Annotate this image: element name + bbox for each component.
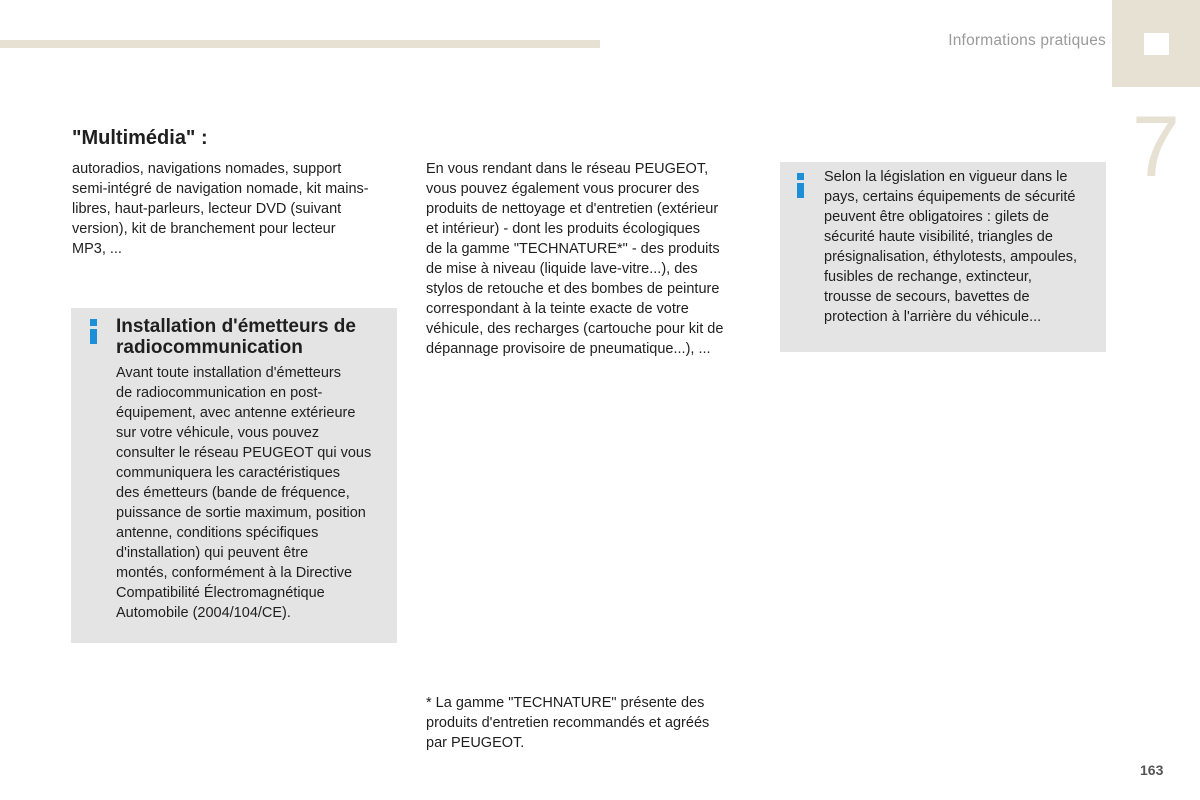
- text-line: protection à l'arrière du véhicule...: [824, 309, 1042, 325]
- text-line: présignalisation, éthylotests, ampoules,: [824, 249, 1078, 265]
- text-line: équipement, avec antenne extérieure: [116, 405, 356, 421]
- text-line: d'installation) qui peuvent être: [116, 545, 309, 561]
- text-line: sur votre véhicule, vous pouvez: [116, 425, 320, 441]
- legislation-text: [824, 167, 1104, 327]
- text-line: par PEUGEOT.: [426, 735, 525, 751]
- info-icon: [795, 173, 807, 199]
- text-line: En vous rendant dans le réseau PEUGEOT,: [426, 161, 709, 177]
- multimedia-text: [72, 159, 396, 259]
- text-line: produits d'entretien recommandés et agréés: [426, 715, 710, 731]
- text-line: autoradios, navigations nomades, support: [72, 161, 342, 177]
- text-line: correspondant à la teinte exacte de votre: [426, 301, 689, 317]
- radio-installation-title: [116, 316, 386, 358]
- radio-installation-box: [71, 308, 397, 643]
- text-line: MP3, ...: [72, 241, 122, 257]
- text-line: * La gamme "TECHNATURE" présente des: [426, 695, 705, 711]
- text-line: communiquera les caractéristiques: [116, 465, 341, 481]
- text-line: vous pouvez également vous procurer des: [426, 181, 700, 197]
- text-line: pays, certains équipements de sécurité: [824, 189, 1076, 205]
- text-line: stylos de retouche et des bombes de peinture: [426, 281, 720, 297]
- text-line: de radiocommunication en post-: [116, 385, 323, 401]
- network-products-text: [426, 159, 752, 359]
- text-line: de la gamme "TECHNATURE*" - des produits: [426, 241, 720, 257]
- text-line: Avant toute installation d'émetteurs: [116, 365, 341, 381]
- multimedia-heading: "Multimédia" :: [72, 127, 208, 149]
- text-line: trousse de secours, bavettes de: [824, 289, 1030, 305]
- text-line: Automobile (2004/104/CE).: [116, 605, 291, 621]
- title-line: radiocommunication: [116, 337, 303, 358]
- text-line: véhicule, des recharges (cartouche pour kit de: [426, 321, 724, 337]
- text-line: des émetteurs (bande de fréquence,: [116, 485, 350, 501]
- chapter-number: 7: [1132, 99, 1180, 195]
- text-line: fusibles de rechange, extincteur,: [824, 269, 1032, 285]
- header-rule: [0, 40, 600, 48]
- technature-footnote: [426, 693, 766, 753]
- radio-installation-text: [116, 363, 391, 623]
- text-line: sécurité haute visibilité, triangles de: [824, 229, 1053, 245]
- text-line: dépannage provisoire de pneumatique...), ...: [426, 341, 711, 357]
- text-line: Compatibilité Électromagnétique: [116, 585, 325, 601]
- text-line: version), kit de branchement pour lecteur: [72, 221, 336, 237]
- chapter-tab-square: [1144, 33, 1169, 55]
- text-line: produits de nettoyage et d'entretien (extérieur: [426, 201, 719, 217]
- text-line: montés, conformément à la Directive: [116, 565, 353, 581]
- text-line: et intérieur) - dont les produits écologiques: [426, 221, 701, 237]
- page-number: 163: [1140, 762, 1164, 778]
- text-line: Selon la législation en vigueur dans le: [824, 169, 1068, 185]
- text-line: puissance de sortie maximum, position: [116, 505, 366, 521]
- text-line: antenne, conditions spécifiques: [116, 525, 319, 541]
- text-line: libres, haut-parleurs, lecteur DVD (suivant: [72, 201, 342, 217]
- title-line: Installation d'émetteurs de: [116, 316, 356, 337]
- text-line: semi-intégré de navigation nomade, kit mains-: [72, 181, 369, 197]
- text-line: peuvent être obligatoires : gilets de: [824, 209, 1049, 225]
- legislation-box: [780, 162, 1106, 352]
- section-title: Informations pratiques: [948, 32, 1106, 49]
- text-line: consulter le réseau PEUGEOT qui vous: [116, 445, 372, 461]
- info-icon: [88, 319, 100, 345]
- text-line: de mise à niveau (liquide lave-vitre...), des: [426, 261, 698, 277]
